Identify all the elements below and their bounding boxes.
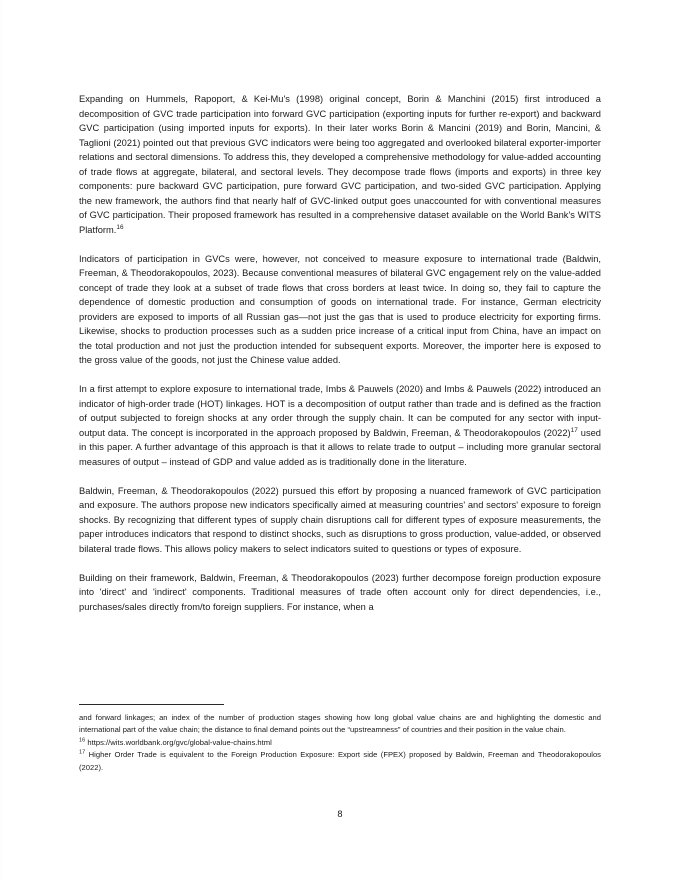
footnote-text-17: Higher Order Trade is equivalent to the Foreign Production Exposure: Export side (FPEX) proposed by Baldwin, Freeman and Theodorakopoulos (2022). [79,750,601,772]
page-edge [0,0,2,880]
footnote-section [79,704,601,774]
footnote-entry-17 [79,749,601,774]
body-paragraph-2: Indicators of participation in GVCs were, however, not conceived to measure exposure to international trade (Baldwin, Freeman, & Theodorakopoulos, 2023). Because conventional measures of bilateral GVC engagement rely on the value-added concept of trade they look at a subset of trade flows that cross borders at least twice. In doing so, they fail to capture the dependence of domestic production and consumption of goods on international trade. For instance, German electricity providers are exposed to imports of all Russian gas—not just the gas that is used to produce electricity for exporting firms. Likewise, shocks to production processes such as a sudden price increase of a critical input from China, have an impact on the total production and not just the production intended for subsequent exports. Moreover, the importer here is exposed to the gross value of the goods, not just the Chinese value added. [79,253,601,366]
footnote-number-17: 17 [79,749,86,756]
footnote-marker-17: 17 [570,426,578,434]
footnote-separator-rule [79,704,224,705]
body-paragraph-3-continuation: used in this paper. A further advantage of this approach is that it allows to relate trade to output – including more granular sectoral measures of output – instead of GDP and value added as is traditionally done in the literature. [79,427,601,467]
body-paragraph-1-text: Expanding on Hummels, Rapoport, & Kei-Mu's (1998) original concept, Borin & Manchini (2015) first introduced a decomposition of GVC trade participation into forward GVC participation (exporting inputs for further re-export) and backward GVC participation (using imported inputs for exports). In their later works Borin & Mancini (2019) and Borin, Mancini, & Taglioni (2021) pointed out that previous GVC indicators were being too aggregated and overlooked bilateral exporter-importer relations and sectoral dimensions. To address this, they developed a comprehensive methodology for value-added accounting of trade flows at aggregate, bilateral, and sectoral levels. They decompose trade flows (imports and exports) in three key components: pure backward GVC participation, pure forward GVC participation, and two-sided GVC participation. Applying the new framework, the authors find that nearly half of GVC-linked output goes unaccounted for with conventional measures of GVC participation. Their proposed framework has resulted in a comprehensive dataset available on the World Bank's WITS Platform. [79,94,601,235]
body-paragraph-3 [79,382,601,469]
page-number: 8 [337,809,343,819]
footnote-entry-continued: and forward linkages; an index of the number of production stages showing how long global value chains are and highlighting the domestic and international part of the value chain; the distance to final demand points out the “upstreamness” of countries and their position in the value chain. [79,713,601,735]
body-paragraph-4: Baldwin, Freeman, & Theodorakopoulos (2022) pursued this effort by proposing a nuanced framework of GVC participation and exposure. The authors propose new indicators specifically aimed at measuring countries' and sectors' exposure to foreign shocks. By recognizing that different types of supply chain disruptions call for different types of exposure measurements, the paper introduces indicators that respond to distinct shocks, such as disruptions to gross production, value-added, or observed bilateral trade flows. This allows policy makers to select indicators suited to questions or types of exposure. [79,485,601,554]
body-paragraph-1 [79,92,601,237]
page-body-content [79,92,601,614]
footnote-entry-16 [79,737,601,749]
footnote-text-16[interactable]: https://wits.worldbank.org/gvc/global-value-chains.html [87,737,272,747]
body-paragraph-5: Building on their framework, Baldwin, Freeman, & Theodorakopoulos (2023) further decompose foreign production exposure into 'direct' and 'indirect' components. Traditional measures of trade often account only for direct dependencies, i.e., purchases/sales directly from/to foreign suppliers. For instance, when a [79,572,601,612]
footnote-marker-16: 16 [116,223,124,231]
footnote-number-16: 16 [79,737,86,744]
body-paragraph-3-text: In a first attempt to explore exposure to international trade, Imbs & Pauwels (2020) and Imbs & Pauwels (2022) introduced an indicator of high-order trade (HOT) linkages. HOT is a decomposition of output rather than trade and is defined as the fraction of output subjected to foreign shocks at any order through the supply chain. It can be computed for any sector with input-output data. The concept is incorporated in the approach proposed by Baldwin, Freeman, & Theodorakopoulos (2022) [79,384,601,438]
